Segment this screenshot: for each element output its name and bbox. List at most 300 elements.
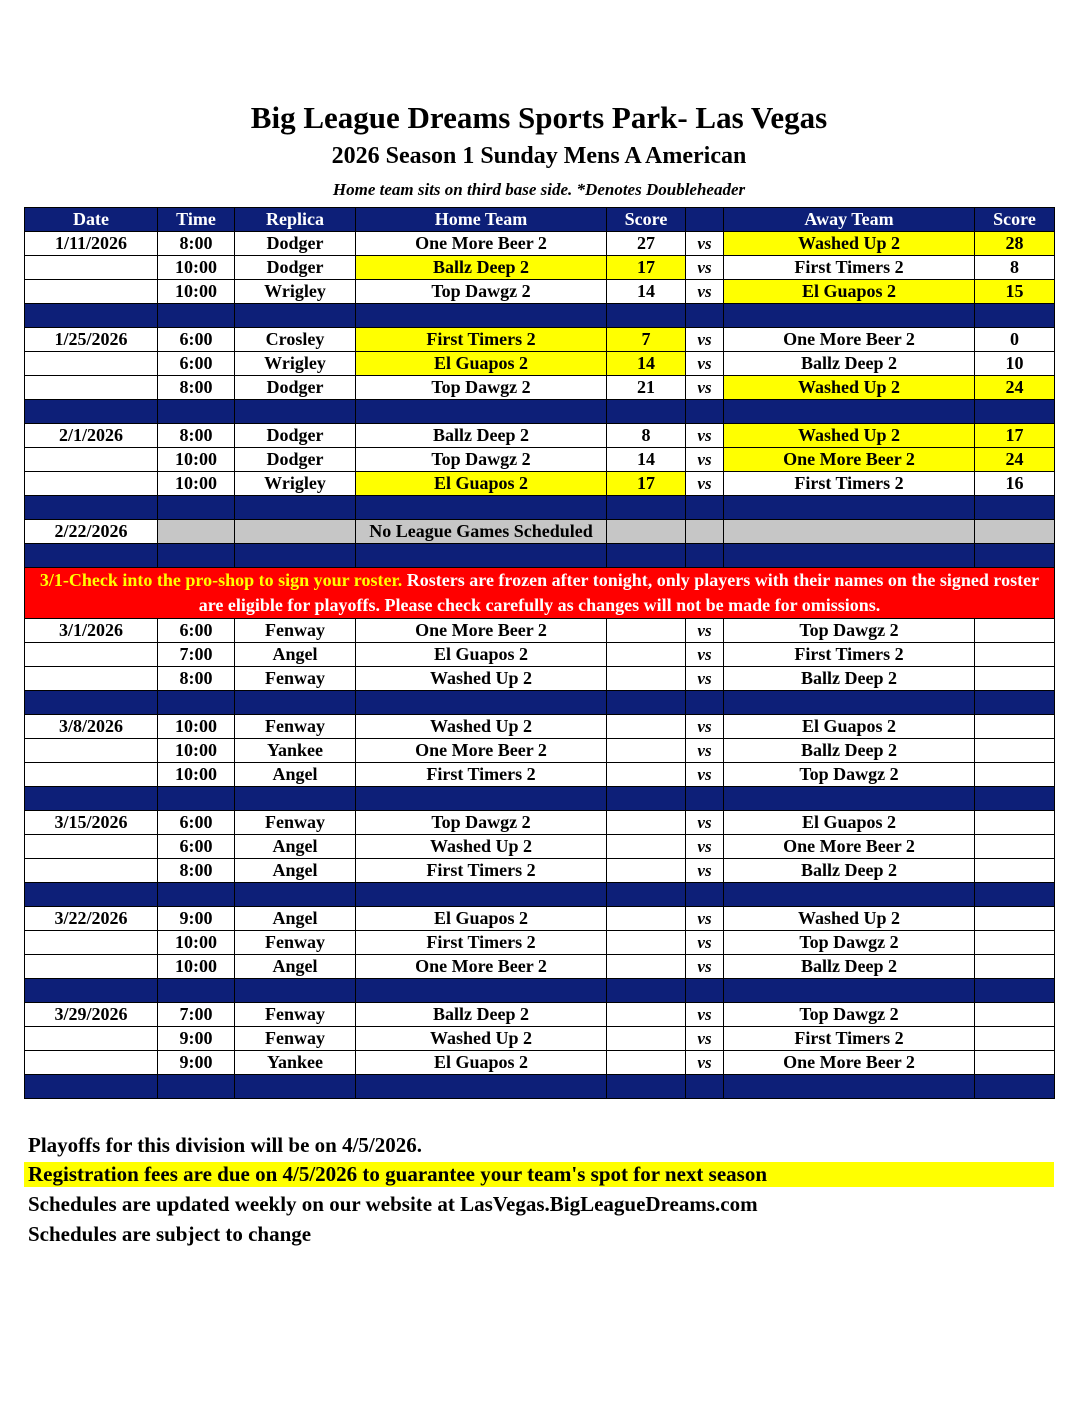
home-team: One More Beer 2: [356, 619, 607, 643]
table-row: [25, 1027, 1055, 1051]
game-time: 6:00: [158, 352, 235, 376]
game-date: 1/11/2026: [25, 232, 158, 256]
away-score: [975, 1027, 1055, 1051]
game-replica: Fenway: [235, 1003, 356, 1027]
game-time: 7:00: [158, 1003, 235, 1027]
game-date: [25, 376, 158, 400]
away-team: First Timers 2: [724, 256, 975, 280]
game-time: 8:00: [158, 667, 235, 691]
game-date: [25, 667, 158, 691]
col-header-vs: [686, 208, 724, 232]
game-time: 10:00: [158, 256, 235, 280]
home-team: Washed Up 2: [356, 667, 607, 691]
away-score: [975, 739, 1055, 763]
separator-cell: [607, 883, 686, 907]
separator-cell: [25, 691, 158, 715]
separator-cell: [686, 787, 724, 811]
table-row: [25, 472, 1055, 496]
vs-label: vs: [686, 1027, 724, 1051]
separator-cell: [724, 496, 975, 520]
away-score: [975, 955, 1055, 979]
home-score: [607, 955, 686, 979]
away-team: Ballz Deep 2: [724, 667, 975, 691]
away-score: [975, 715, 1055, 739]
table-row: [25, 859, 1055, 883]
game-replica: Angel: [235, 643, 356, 667]
game-date: [25, 280, 158, 304]
separator-cell: [724, 691, 975, 715]
separator-cell: [25, 544, 158, 568]
separator-cell: [158, 496, 235, 520]
away-team: Top Dawgz 2: [724, 931, 975, 955]
separator-cell: [607, 544, 686, 568]
vs-label: vs: [686, 328, 724, 352]
game-time: 7:00: [158, 643, 235, 667]
home-score: 21: [607, 376, 686, 400]
vs-label: vs: [686, 715, 724, 739]
home-team: One More Beer 2: [356, 955, 607, 979]
separator-cell: [975, 1075, 1055, 1099]
home-team: El Guapos 2: [356, 352, 607, 376]
vs-label: vs: [686, 232, 724, 256]
separator-cell: [686, 691, 724, 715]
separator-cell: [724, 304, 975, 328]
game-time: 6:00: [158, 619, 235, 643]
home-score: [607, 667, 686, 691]
away-team: Washed Up 2: [724, 907, 975, 931]
game-replica: Fenway: [235, 667, 356, 691]
game-time: 10:00: [158, 472, 235, 496]
separator-cell: [356, 1075, 607, 1099]
game-date: 3/1/2026: [25, 619, 158, 643]
away-team: Washed Up 2: [724, 424, 975, 448]
vs-label: vs: [686, 643, 724, 667]
separator-cell: [235, 400, 356, 424]
away-score: 15: [975, 280, 1055, 304]
home-team: Ballz Deep 2: [356, 256, 607, 280]
roster-notice: [25, 568, 1055, 619]
home-team: El Guapos 2: [356, 472, 607, 496]
game-time: 9:00: [158, 1027, 235, 1051]
away-score: [975, 667, 1055, 691]
home-team: Top Dawgz 2: [356, 448, 607, 472]
schedule-body: [25, 232, 1055, 1099]
vs-label: vs: [686, 931, 724, 955]
game-replica: Angel: [235, 835, 356, 859]
game-time: 10:00: [158, 763, 235, 787]
footer-playoffs: Playoffs for this division will be on 4/5/2026.: [28, 1133, 422, 1157]
separator-cell: [235, 496, 356, 520]
game-date: [25, 931, 158, 955]
vs-label: vs: [686, 280, 724, 304]
away-team: One More Beer 2: [724, 1051, 975, 1075]
col-header-away-score: Score: [975, 208, 1055, 232]
home-score: 14: [607, 352, 686, 376]
game-time: 6:00: [158, 328, 235, 352]
home-team: El Guapos 2: [356, 643, 607, 667]
schedule-table: [24, 207, 1055, 1099]
away-score: [975, 763, 1055, 787]
away-team: Ballz Deep 2: [724, 352, 975, 376]
home-team: First Timers 2: [356, 859, 607, 883]
separator-cell: [686, 979, 724, 1003]
table-row: [25, 448, 1055, 472]
game-replica: Fenway: [235, 1027, 356, 1051]
game-time: 8:00: [158, 859, 235, 883]
separator-cell: [356, 883, 607, 907]
col-header-replica: Replica: [235, 208, 356, 232]
game-replica: Wrigley: [235, 352, 356, 376]
table-row: [25, 619, 1055, 643]
separator-cell: [235, 691, 356, 715]
home-team: Top Dawgz 2: [356, 811, 607, 835]
game-time: 8:00: [158, 376, 235, 400]
home-team: El Guapos 2: [356, 1051, 607, 1075]
away-score: [975, 619, 1055, 643]
gray-cell: [235, 520, 356, 544]
table-row: [25, 1051, 1055, 1075]
separator-cell: [607, 1075, 686, 1099]
home-score: 17: [607, 256, 686, 280]
separator-cell: [235, 787, 356, 811]
separator-cell: [607, 691, 686, 715]
away-team: First Timers 2: [724, 472, 975, 496]
away-score: [975, 907, 1055, 931]
separator-cell: [158, 787, 235, 811]
game-replica: Fenway: [235, 811, 356, 835]
game-date: [25, 472, 158, 496]
separator-cell: [158, 979, 235, 1003]
away-team: Ballz Deep 2: [724, 739, 975, 763]
home-team: First Timers 2: [356, 931, 607, 955]
game-replica: Angel: [235, 955, 356, 979]
away-score: [975, 859, 1055, 883]
table-row: [25, 763, 1055, 787]
game-time: 10:00: [158, 448, 235, 472]
separator-cell: [686, 400, 724, 424]
home-team: First Timers 2: [356, 328, 607, 352]
roster-notice-row: [25, 568, 1055, 619]
footer-website: Schedules are updated weekly on our website at LasVegas.BigLeagueDreams.com: [28, 1192, 758, 1216]
separator-cell: [607, 304, 686, 328]
separator-cell: [356, 691, 607, 715]
game-date: [25, 739, 158, 763]
home-team: Ballz Deep 2: [356, 1003, 607, 1027]
separator-cell: [158, 691, 235, 715]
home-team: One More Beer 2: [356, 232, 607, 256]
table-row: [25, 328, 1055, 352]
game-replica: Yankee: [235, 1051, 356, 1075]
home-team: First Timers 2: [356, 763, 607, 787]
page-subtitle: 2026 Season 1 Sunday Mens A American: [331, 143, 747, 169]
separator-cell: [686, 544, 724, 568]
away-score: [975, 643, 1055, 667]
separator-cell: [25, 496, 158, 520]
game-time: 10:00: [158, 280, 235, 304]
separator-cell: [607, 787, 686, 811]
gray-cell: [975, 520, 1055, 544]
vs-label: vs: [686, 448, 724, 472]
roster-notice-text: Rosters are frozen after tonight, only players with their names on the signed roster are eligible for playoffs. Please check carefully as changes will not be made for omissions.: [198, 570, 1040, 615]
separator-cell: [686, 304, 724, 328]
separator-cell: [975, 691, 1055, 715]
separator-cell: [158, 400, 235, 424]
game-replica: Dodger: [235, 424, 356, 448]
game-date: [25, 352, 158, 376]
table-row: [25, 280, 1055, 304]
separator-cell: [235, 979, 356, 1003]
separator-cell: [975, 787, 1055, 811]
col-header-home-score: Score: [607, 208, 686, 232]
game-replica: Dodger: [235, 448, 356, 472]
separator-row: [25, 979, 1055, 1003]
game-date: [25, 835, 158, 859]
vs-label: vs: [686, 1051, 724, 1075]
separator-cell: [356, 400, 607, 424]
vs-label: vs: [686, 835, 724, 859]
home-score: 27: [607, 232, 686, 256]
page-title: Big League Dreams Sports Park- Las Vegas: [250, 100, 828, 135]
separator-cell: [686, 883, 724, 907]
home-score: 17: [607, 472, 686, 496]
away-score: [975, 835, 1055, 859]
away-score: 8: [975, 256, 1055, 280]
separator-cell: [975, 304, 1055, 328]
away-team: One More Beer 2: [724, 835, 975, 859]
separator-row: [25, 544, 1055, 568]
separator-cell: [356, 496, 607, 520]
away-team: El Guapos 2: [724, 280, 975, 304]
vs-label: vs: [686, 859, 724, 883]
no-games-text: No League Games Scheduled: [356, 520, 607, 544]
table-row: [25, 955, 1055, 979]
col-header-time: Time: [158, 208, 235, 232]
table-row: [25, 931, 1055, 955]
home-score: [607, 739, 686, 763]
separator-cell: [975, 979, 1055, 1003]
home-team: Top Dawgz 2: [356, 280, 607, 304]
home-score: [607, 811, 686, 835]
table-row: [25, 424, 1055, 448]
separator-cell: [356, 304, 607, 328]
gray-cell: [686, 520, 724, 544]
gray-cell: [724, 520, 975, 544]
game-date: 3/22/2026: [25, 907, 158, 931]
separator-row: [25, 691, 1055, 715]
table-row: [25, 907, 1055, 931]
away-score: 24: [975, 376, 1055, 400]
vs-label: vs: [686, 376, 724, 400]
separator-cell: [975, 496, 1055, 520]
away-score: [975, 811, 1055, 835]
away-score: 16: [975, 472, 1055, 496]
separator-row: [25, 304, 1055, 328]
separator-cell: [724, 787, 975, 811]
home-team: Washed Up 2: [356, 1027, 607, 1051]
footer-subject: Schedules are subject to change: [28, 1222, 312, 1246]
away-team: One More Beer 2: [724, 448, 975, 472]
home-score: 14: [607, 280, 686, 304]
separator-cell: [686, 496, 724, 520]
table-row: [25, 811, 1055, 835]
away-team: One More Beer 2: [724, 328, 975, 352]
vs-label: vs: [686, 1003, 724, 1027]
away-team: Top Dawgz 2: [724, 619, 975, 643]
game-date: [25, 1051, 158, 1075]
away-team: First Timers 2: [724, 1027, 975, 1051]
table-row: [25, 739, 1055, 763]
col-header-away-team: Away Team: [724, 208, 975, 232]
home-team: Ballz Deep 2: [356, 424, 607, 448]
game-replica: Dodger: [235, 376, 356, 400]
away-team: Washed Up 2: [724, 232, 975, 256]
table-row: [25, 352, 1055, 376]
home-score: [607, 1003, 686, 1027]
away-team: Ballz Deep 2: [724, 859, 975, 883]
away-team: Top Dawgz 2: [724, 763, 975, 787]
game-time: 10:00: [158, 739, 235, 763]
separator-cell: [25, 883, 158, 907]
game-date: [25, 643, 158, 667]
footer-registration: Registration fees are due on 4/5/2026 to guarantee your team's spot for next season: [24, 1162, 1054, 1187]
away-score: [975, 931, 1055, 955]
away-score: 10: [975, 352, 1055, 376]
separator-cell: [25, 304, 158, 328]
home-score: [607, 1027, 686, 1051]
game-replica: Yankee: [235, 739, 356, 763]
gray-cell: [158, 520, 235, 544]
separator-cell: [975, 883, 1055, 907]
separator-cell: [724, 979, 975, 1003]
game-replica: Dodger: [235, 256, 356, 280]
game-replica: Fenway: [235, 931, 356, 955]
game-replica: Angel: [235, 859, 356, 883]
away-score: [975, 1003, 1055, 1027]
separator-cell: [724, 400, 975, 424]
separator-row: [25, 1075, 1055, 1099]
table-row: [25, 1003, 1055, 1027]
roster-notice-highlight: 3/1-Check into the pro-shop to sign your roster.: [39, 570, 403, 590]
separator-cell: [724, 544, 975, 568]
away-score: [975, 1051, 1055, 1075]
separator-cell: [158, 304, 235, 328]
game-date: 2/1/2026: [25, 424, 158, 448]
separator-cell: [235, 883, 356, 907]
separator-cell: [607, 979, 686, 1003]
table-row: [25, 835, 1055, 859]
separator-cell: [158, 544, 235, 568]
game-replica: Fenway: [235, 715, 356, 739]
away-team: Washed Up 2: [724, 376, 975, 400]
home-score: [607, 619, 686, 643]
away-team: El Guapos 2: [724, 715, 975, 739]
separator-cell: [235, 544, 356, 568]
away-team: El Guapos 2: [724, 811, 975, 835]
game-date: [25, 955, 158, 979]
separator-cell: [607, 400, 686, 424]
game-replica: Crosley: [235, 328, 356, 352]
table-row: [25, 376, 1055, 400]
home-team: Washed Up 2: [356, 715, 607, 739]
game-time: 9:00: [158, 1051, 235, 1075]
separator-cell: [975, 400, 1055, 424]
home-score: [607, 643, 686, 667]
away-team: Ballz Deep 2: [724, 955, 975, 979]
game-time: 10:00: [158, 931, 235, 955]
game-date: 3/29/2026: [25, 1003, 158, 1027]
away-team: First Timers 2: [724, 643, 975, 667]
game-time: 9:00: [158, 907, 235, 931]
vs-label: vs: [686, 424, 724, 448]
vs-label: vs: [686, 472, 724, 496]
game-replica: Fenway: [235, 619, 356, 643]
separator-cell: [25, 1075, 158, 1099]
game-date: 3/8/2026: [25, 715, 158, 739]
vs-label: vs: [686, 667, 724, 691]
game-time: 6:00: [158, 811, 235, 835]
away-score: 17: [975, 424, 1055, 448]
vs-label: vs: [686, 907, 724, 931]
vs-label: vs: [686, 763, 724, 787]
separator-cell: [25, 400, 158, 424]
vs-label: vs: [686, 739, 724, 763]
table-row: [25, 643, 1055, 667]
away-team: Top Dawgz 2: [724, 1003, 975, 1027]
separator-cell: [235, 304, 356, 328]
col-header-date: Date: [25, 208, 158, 232]
away-score: 24: [975, 448, 1055, 472]
game-replica: Angel: [235, 763, 356, 787]
game-time: 8:00: [158, 232, 235, 256]
home-team: Washed Up 2: [356, 835, 607, 859]
vs-label: vs: [686, 619, 724, 643]
game-replica: Wrigley: [235, 280, 356, 304]
separator-cell: [356, 787, 607, 811]
game-date: 2/22/2026: [25, 520, 158, 544]
separator-row: [25, 496, 1055, 520]
game-time: 6:00: [158, 835, 235, 859]
game-date: [25, 859, 158, 883]
separator-cell: [158, 883, 235, 907]
home-score: [607, 835, 686, 859]
home-score: 14: [607, 448, 686, 472]
separator-row: [25, 787, 1055, 811]
table-row: [25, 232, 1055, 256]
away-score: 28: [975, 232, 1055, 256]
vs-label: vs: [686, 955, 724, 979]
home-score: [607, 931, 686, 955]
home-score: [607, 763, 686, 787]
game-date: [25, 256, 158, 280]
vs-label: vs: [686, 811, 724, 835]
game-date: 3/15/2026: [25, 811, 158, 835]
away-score: 0: [975, 328, 1055, 352]
home-team: One More Beer 2: [356, 739, 607, 763]
game-replica: Wrigley: [235, 472, 356, 496]
table-header-row: [25, 208, 1055, 232]
gray-cell: [607, 520, 686, 544]
game-time: 10:00: [158, 715, 235, 739]
home-score: [607, 859, 686, 883]
separator-cell: [158, 1075, 235, 1099]
separator-cell: [724, 883, 975, 907]
game-time: 10:00: [158, 955, 235, 979]
separator-row: [25, 400, 1055, 424]
vs-label: vs: [686, 256, 724, 280]
home-team: El Guapos 2: [356, 907, 607, 931]
separator-cell: [975, 544, 1055, 568]
col-header-home-team: Home Team: [356, 208, 607, 232]
